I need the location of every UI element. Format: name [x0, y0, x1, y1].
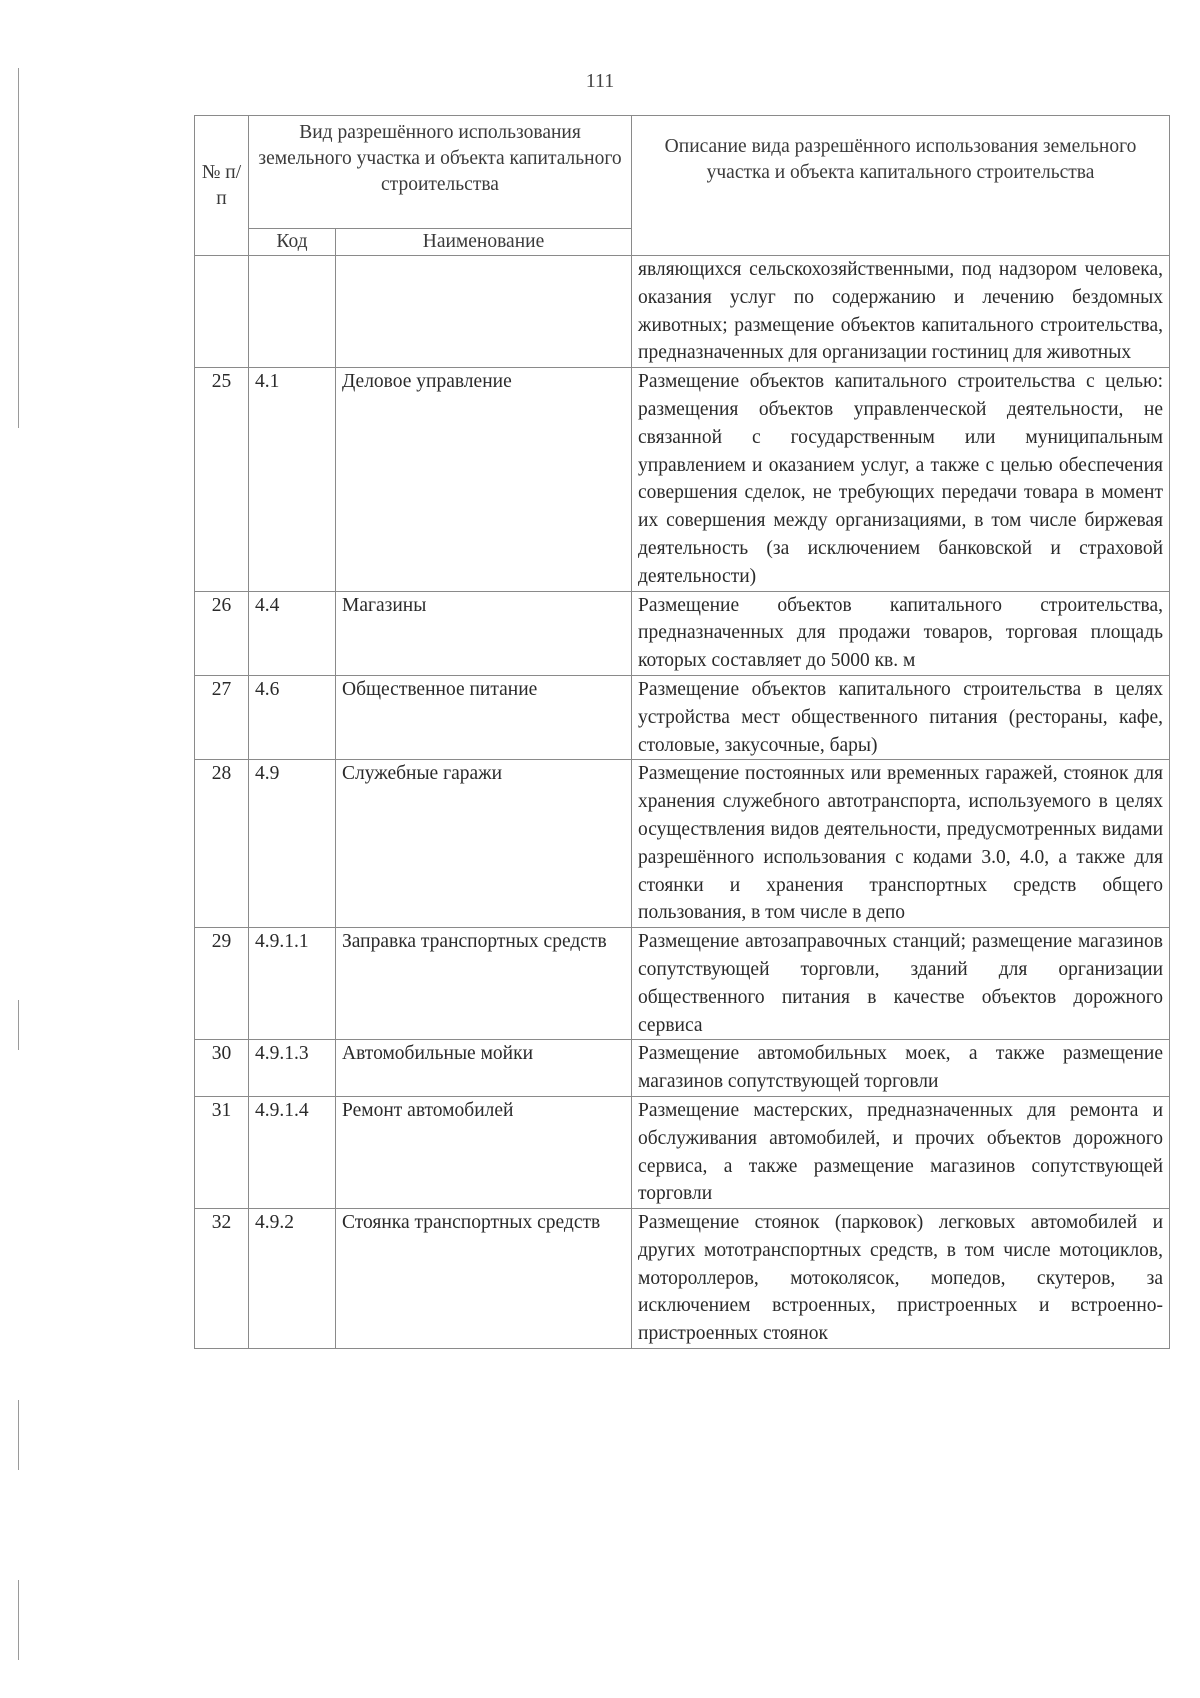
- header-code: Код: [249, 229, 336, 256]
- row-name-cell: Магазины: [336, 591, 632, 675]
- row-number-cell: 25: [195, 368, 249, 591]
- page-number: 111: [585, 70, 615, 92]
- row-code-cell: [249, 256, 336, 368]
- row-name-cell: [336, 256, 632, 368]
- row-number-cell: [195, 256, 249, 368]
- row-number-cell: 29: [195, 928, 249, 1040]
- header-description: Описание вида разрешённого использования земельного участка и объекта капитального строительства: [632, 116, 1170, 256]
- row-name-cell: Стоянка транспортных средств: [336, 1209, 632, 1349]
- row-code-cell: 4.9.1.3: [249, 1040, 336, 1097]
- row-description-cell: Размещение объектов капитального строительства, предназначенных для продажи товаров, торговая площадь которых составляет до 5000 кв. м: [632, 591, 1170, 675]
- table-row: [195, 256, 1170, 368]
- row-code-cell: 4.1: [249, 368, 336, 591]
- table-row: [195, 368, 1170, 591]
- row-description-cell: Размещение объектов капитального строительства с целью: размещения объектов управленческой деятельности, не связанной с государственным или муниципальным управлением и оказанием услуг, а также с целью обеспечения совершения сделок, не требующих передачи товара в момент их совершения между организациями, в том числе биржевая деятельность (за исключением банковской и страховой деятельности): [632, 368, 1170, 591]
- scan-edge-mark: [18, 1000, 19, 1050]
- row-name-cell: Автомобильные мойки: [336, 1040, 632, 1097]
- table-row: [195, 591, 1170, 675]
- table-row: [195, 760, 1170, 928]
- header-name: Наименование: [336, 229, 632, 256]
- row-code-cell: 4.9.1.4: [249, 1096, 336, 1208]
- scan-edge-mark: [18, 1580, 19, 1660]
- row-description-cell: Размещение автомобильных моек, а также размещение магазинов сопутствующей торговли: [632, 1040, 1170, 1097]
- row-number-cell: 28: [195, 760, 249, 928]
- row-number-cell: 27: [195, 675, 249, 759]
- row-number-cell: 31: [195, 1096, 249, 1208]
- row-description-cell: Размещение мастерских, предназначенных для ремонта и обслуживания автомобилей, и прочих объектов дорожного сервиса, а также размещение магазинов сопутствующей торговли: [632, 1096, 1170, 1208]
- row-name-cell: Служебные гаражи: [336, 760, 632, 928]
- row-name-cell: Ремонт автомобилей: [336, 1096, 632, 1208]
- scan-edge-mark: [18, 1400, 19, 1470]
- row-number-cell: 26: [195, 591, 249, 675]
- row-number-cell: 30: [195, 1040, 249, 1097]
- row-number-cell: 32: [195, 1209, 249, 1349]
- row-code-cell: 4.9.2: [249, 1209, 336, 1349]
- row-description-cell: Размещение объектов капитального строительства в целях устройства мест общественного питания (рестораны, кафе, столовые, закусочные, бары): [632, 675, 1170, 759]
- row-description-cell: Размещение стоянок (парковок) легковых автомобилей и других мототранспортных средств, в том числе мотоциклов, мотороллеров, мотоколясок, мопедов, скутеров, за исключением встроенных, пристроенных и встроенно-пристроенных стоянок: [632, 1209, 1170, 1349]
- header-number: № п/п: [195, 116, 249, 256]
- row-description-cell: являющихся сельскохозяйственными, под надзором человека, оказания услуг по содержанию и лечению бездомных животных; размещение объектов капитального строительства, предназначенных для организации гостиниц для животных: [632, 256, 1170, 368]
- land-use-table: [194, 115, 1170, 1349]
- row-name-cell: Общественное питание: [336, 675, 632, 759]
- table-row: [195, 1040, 1170, 1097]
- row-name-cell: Заправка транспортных средств: [336, 928, 632, 1040]
- row-code-cell: 4.6: [249, 675, 336, 759]
- table-body: [195, 256, 1170, 1349]
- scan-edge-mark: [18, 68, 19, 428]
- row-code-cell: 4.9.1.1: [249, 928, 336, 1040]
- table-row: [195, 1209, 1170, 1349]
- row-description-cell: Размещение постоянных или временных гаражей, стоянок для хранения служебного автотранспорта, используемого в целях осуществления видов деятельности, предусмотренных видами разрешённого использования с кодами 3.0, 4.0, а также для стоянки и хранения транспортных средств общего пользования, в том числе в депо: [632, 760, 1170, 928]
- header-permitted-use-group: Вид разрешённого использования земельного участка и объекта капитального строительства: [249, 116, 632, 229]
- row-description-cell: Размещение автозаправочных станций; размещение магазинов сопутствующей торговли, зданий для организации общественного питания в качестве объектов дорожного сервиса: [632, 928, 1170, 1040]
- table-row: [195, 675, 1170, 759]
- row-code-cell: 4.9: [249, 760, 336, 928]
- row-code-cell: 4.4: [249, 591, 336, 675]
- row-name-cell: Деловое управление: [336, 368, 632, 591]
- table-row: [195, 928, 1170, 1040]
- table-row: [195, 1096, 1170, 1208]
